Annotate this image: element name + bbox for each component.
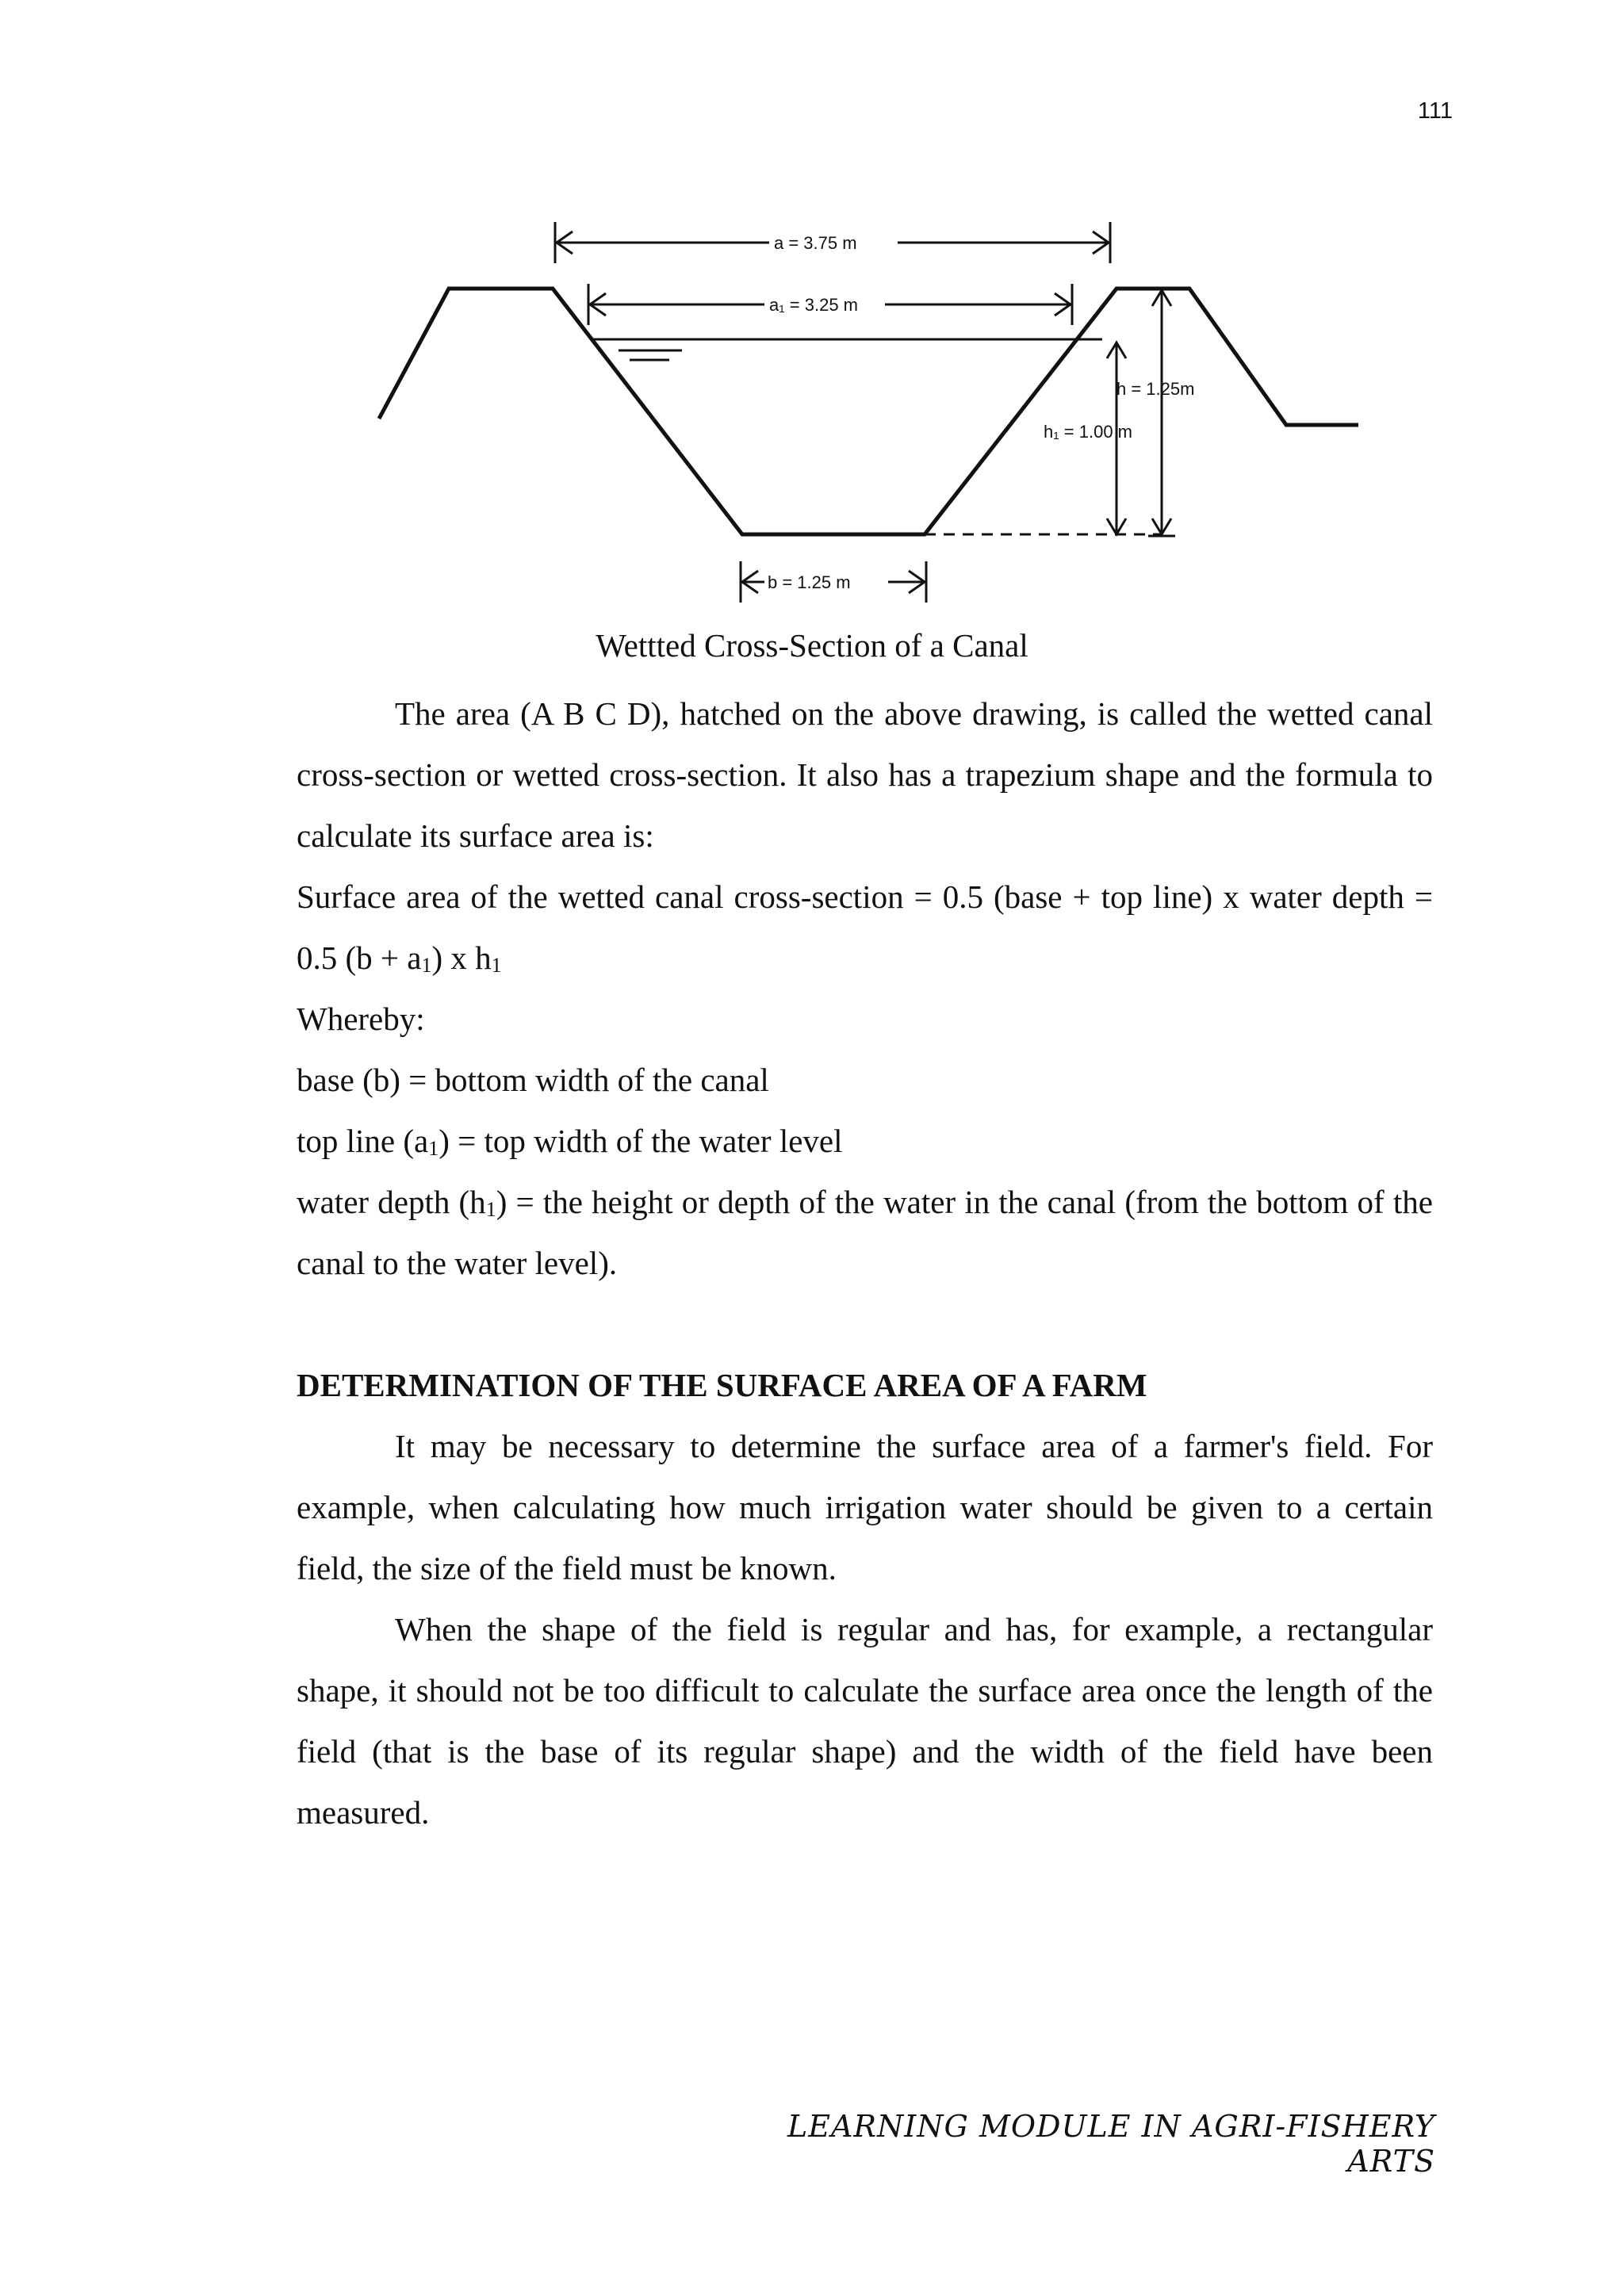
whereby-label: Whereby: [297,1001,425,1037]
dimension-b-label: b = 1.25 m [768,572,851,592]
definition-top-line: top line $(a_1)$ = top width of the water level [297,1123,843,1160]
paragraph-farm-area: It may be necessary to determine the surface area of a farmer's field. For example, when calculating how much irrigation water should be given to a certain field, the size of the field must be known. [297,1428,1433,1586]
page-number: 111 [1417,98,1453,124]
paragraph-regular-shape: When the shape of the field is regular and has, for example, a rectangular shape, it should not be too difficult to calculate the surface area once the length of the field (that is the base of its regular shape) and the width of the field have been measured. [297,1611,1433,1831]
section-heading: DETERMINATION OF THE SURFACE AREA OF A FARM [297,1367,1147,1403]
definition-water-depth: water depth $(h_1)$ = the height or depth of the water in the canal (from the bottom of the canal to the water level). [297,1184,1433,1281]
dimension-h1-label: h₁ = 1.00 m [1044,422,1132,442]
paragraph-wetted-section: The area (A B C D), hatched on the above drawing, is called the wetted canal cross-section or wetted cross-section. It also has a trapezium shape and the formula to calculate its surface area is: [297,695,1433,854]
canal-outline [379,289,1358,534]
canal-diagram-svg [365,214,1364,610]
canal-cross-section-diagram [365,214,1364,610]
footer-module-title: LEARNING MODULE IN AGRI-FISHERY ARTS [787,2109,1435,2179]
dimension-a-label: a = 3.75 m [774,233,857,253]
page-body [297,683,1433,1843]
dimension-a1-label: a₁ = 3.25 m [769,295,858,315]
figure-caption: Wettted Cross-Section of a Canal [596,627,1028,664]
definition-base: base (b) = bottom width of the canal [297,1062,769,1098]
dimension-h-label: h = 1.25m [1116,379,1195,399]
formula-line: Surface area of the wetted canal cross-section = 0.5 (base + top line) x water depth = 0.5 $(b + a_1)$ x $h_1$ [297,878,1433,977]
